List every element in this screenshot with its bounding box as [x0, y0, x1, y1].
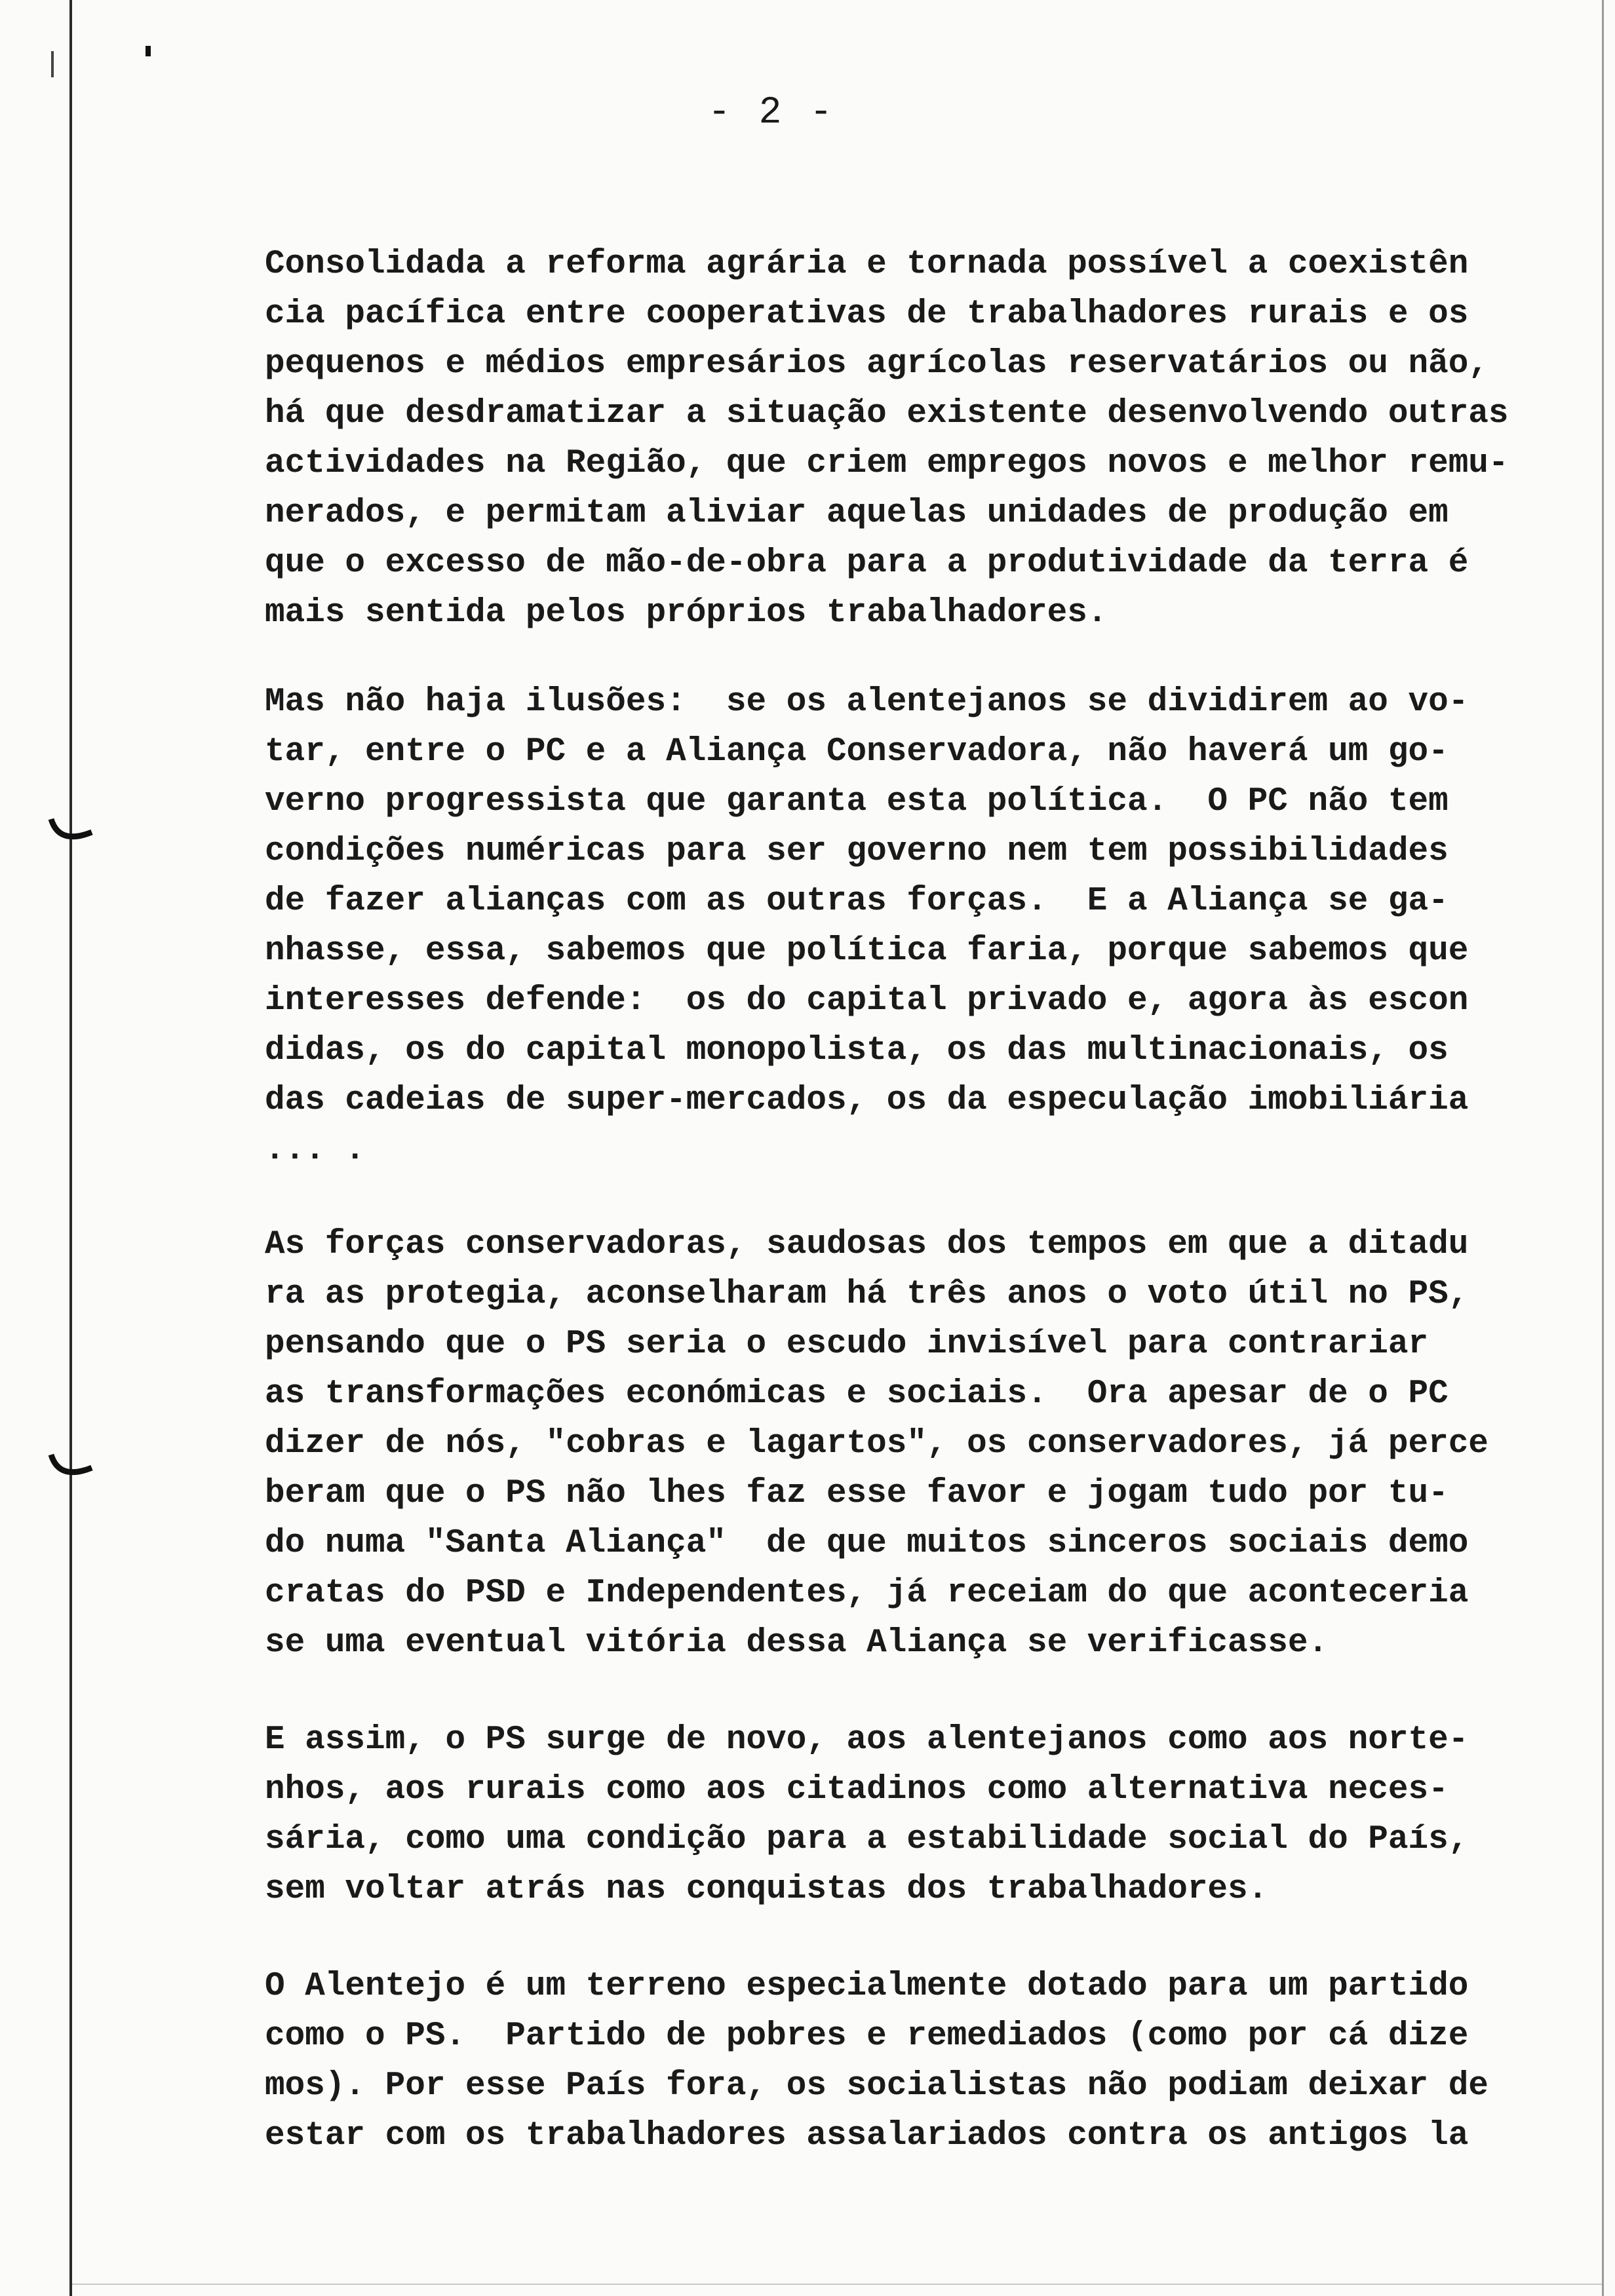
text-line: actividades na Região, que criem empregos novos e melhor remu- — [265, 445, 1509, 482]
text-line: condições numéricas para ser governo nem tem possibilidades — [265, 833, 1449, 870]
text-line: sária, como uma condição para a estabilidade social do País, — [265, 1821, 1469, 1858]
right-page-edge — [1602, 0, 1604, 2296]
left-margin-line — [69, 0, 72, 2296]
bottom-page-edge — [72, 2284, 1602, 2285]
text-line: estar com os trabalhadores assalariados contra os antigos la — [265, 2117, 1469, 2154]
paragraph-5 — [265, 1962, 1549, 2161]
paragraph-3 — [265, 1220, 1549, 1668]
text-line: interesses defende: os do capital privado e, agora às escon — [265, 982, 1469, 1020]
punch-mark-upper — [46, 813, 98, 852]
paragraph-2 — [265, 678, 1549, 1176]
paragraph-4 — [265, 1715, 1549, 1915]
text-line: do numa "Santa Aliança" de que muitos sinceros sociais demo — [265, 1525, 1469, 1562]
text-line: As forças conservadoras, saudosas dos tempos em que a ditadu — [265, 1226, 1469, 1263]
text-line: verno progressista que garanta esta política. O PC não tem — [265, 783, 1449, 820]
text-line: de fazer alianças com as outras forças. E a Aliança se ga- — [265, 883, 1449, 920]
text-line: das cadeias de super-mercados, os da especulação imobiliária — [265, 1082, 1469, 1119]
corner-mark — [51, 51, 54, 77]
text-line: que o excesso de mão-de-obra para a produtividade da terra é — [265, 545, 1469, 582]
text-line: nhasse, essa, sabemos que política faria, porque sabemos que — [265, 932, 1469, 970]
text-line: há que desdramatizar a situação existente desenvolvendo outras — [265, 395, 1509, 432]
text-line: ... . — [265, 1132, 366, 1169]
text-line: E assim, o PS surge de novo, aos alentejanos como aos norte- — [265, 1721, 1469, 1759]
text-line: tar, entre o PC e a Aliança Conservadora, não haverá um go- — [265, 733, 1449, 771]
page-number: - 2 - — [708, 92, 836, 134]
text-line: pensando que o PS seria o escudo invisível para contrariar — [265, 1326, 1429, 1363]
text-line: sem voltar atrás nas conquistas dos trabalhadores. — [265, 1871, 1268, 1908]
text-line: mais sentida pelos próprios trabalhadores. — [265, 594, 1108, 632]
text-line: didas, os do capital monopolista, os das multinacionais, os — [265, 1032, 1449, 1069]
text-line: O Alentejo é um terreno especialmente dotado para um partido — [265, 1968, 1469, 2005]
text-line: ra as protegia, aconselharam há três anos o voto útil no PS, — [265, 1276, 1469, 1313]
text-line: como o PS. Partido de pobres e remediados (como por cá dize — [265, 2018, 1469, 2055]
text-line: se uma eventual vitória dessa Aliança se verificasse. — [265, 1624, 1329, 1662]
punch-mark-lower — [46, 1448, 98, 1487]
text-line: nhos, aos rurais como aos citadinos como alternativa neces- — [265, 1771, 1449, 1808]
text-line: Consolidada a reforma agrária e tornada possível a coexistên — [265, 246, 1469, 283]
text-line: as transformações económicas e sociais. Ora apesar de o PC — [265, 1375, 1449, 1413]
text-line: mos). Por esse País fora, os socialistas não podiam deixar de — [265, 2067, 1489, 2105]
paragraph-1 — [265, 240, 1549, 638]
text-line: Mas não haja ilusões: se os alentejanos se dividirem ao vo- — [265, 683, 1469, 721]
text-line: cia pacífica entre cooperativas de trabalhadores rurais e os — [265, 296, 1469, 333]
text-line: beram que o PS não lhes faz esse favor e jogam tudo por tu- — [265, 1475, 1449, 1512]
text-line: cratas do PSD e Independentes, já receiam do que aconteceria — [265, 1575, 1469, 1612]
text-line: pequenos e médios empresários agrícolas reservatários ou não, — [265, 345, 1489, 383]
ink-speck — [146, 46, 151, 56]
text-line: dizer de nós, "cobras e lagartos", os conservadores, já perce — [265, 1425, 1489, 1463]
text-line: nerados, e permitam aliviar aquelas unidades de produção em — [265, 495, 1449, 532]
